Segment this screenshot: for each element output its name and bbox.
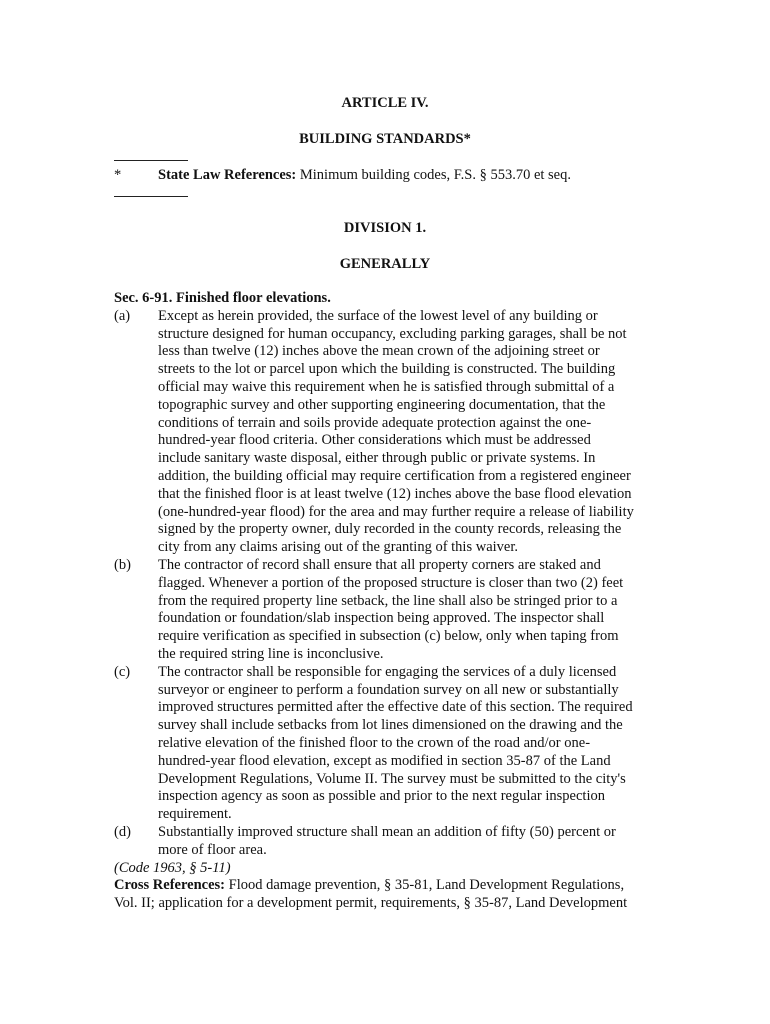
- text-line: signed by the property owner, duly recorded in the county records, releasing the: [158, 521, 622, 538]
- footnote-body: Minimum building codes, F.S. § 553.70 et seq.: [296, 167, 571, 183]
- subsection-text: [158, 824, 658, 860]
- cross-references: [114, 877, 674, 913]
- cross-references-text: Flood damage prevention, § 35-81, Land Development Regulations,: [225, 877, 625, 894]
- subsection-label: (b): [114, 556, 131, 573]
- text-line: flagged. Whenever a portion of the proposed structure is closer than two (2) feet: [158, 574, 624, 591]
- text-line: official may waive this requirement when he is satisfied through submittal of a: [158, 378, 615, 395]
- text-line: include sanitary waste disposal, either through public or private systems. In: [158, 450, 596, 467]
- text-line: requirement.: [158, 806, 232, 823]
- cross-references-line: Vol. II; application for a development permit, requirements, § 35-87, Land Development: [114, 895, 628, 912]
- subsection-c: [114, 664, 674, 824]
- cross-references-line: [114, 877, 674, 895]
- text-line: relative elevation of the finished floor to the crown of the road and/or one-: [158, 734, 591, 751]
- text-line: Except as herein provided, the surface of the lowest level of any building or: [158, 307, 598, 324]
- subsection-b: [114, 557, 674, 664]
- text-line: require verification as specified in subsection (c) below, only when taping from: [158, 628, 619, 645]
- text-line: conditions of terrain and soils provide adequate protection against the one-: [158, 414, 592, 431]
- text-line: from the required property line setback, the line shall also be stringed prior to a: [158, 592, 618, 609]
- division-title: DIVISION 1.: [343, 220, 427, 236]
- footnote-rule-bottom: [114, 196, 188, 197]
- article-subtitle: BUILDING STANDARDS*: [299, 131, 471, 147]
- article-title: ARTICLE IV.: [341, 95, 429, 111]
- division-subtitle: GENERALLY: [339, 256, 431, 272]
- subsection-d: [114, 824, 674, 860]
- text-line: foundation or foundation/slab inspection being approved. The inspector shall: [158, 610, 605, 627]
- subsection-text: [158, 308, 658, 557]
- subsection-label: (d): [114, 823, 131, 840]
- text-line: inspection agency as soon as possible and prior to the next regular inspection: [158, 788, 605, 805]
- text-line: that the finished floor is at least twelve (12) inches above the base flood elevation: [158, 485, 632, 502]
- subsection-text: [158, 557, 658, 664]
- text-line: hundred-year flood criteria. Other considerations which must be addressed: [158, 432, 591, 449]
- text-line: The contractor of record shall ensure that all property corners are staked and: [158, 556, 601, 573]
- footnote-rule-top: [114, 160, 188, 161]
- footnote-label: State Law References:: [158, 167, 297, 183]
- text-line: Substantially improved structure shall mean an addition of fifty (50) percent or: [158, 823, 616, 840]
- text-line: improved structures permitted after the effective date of this section. The required: [158, 699, 633, 716]
- text-line: more of floor area.: [158, 841, 267, 858]
- footnote-mark: *: [114, 167, 122, 183]
- footnote-text: [158, 166, 718, 184]
- text-line: topographic survey and other supporting engineering documentation, that the: [158, 396, 606, 413]
- section-history-note: (Code 1963, § 5-11): [114, 859, 231, 876]
- section-6-91: [114, 290, 674, 913]
- subsection-a: [114, 308, 674, 557]
- text-line: surveyor or engineer to perform a foundation survey on all new or substantially: [158, 681, 619, 698]
- text-line: streets to the lot or parcel upon which the building is constructed. The building: [158, 361, 616, 378]
- text-line: Development Regulations, Volume II. The survey must be submitted to the city's: [158, 770, 626, 787]
- text-line: city from any claims arising out of the granting of this waiver.: [158, 539, 519, 556]
- section-heading: Sec. 6-91. Finished floor elevations.: [114, 290, 331, 306]
- subsection-label: (a): [114, 307, 131, 324]
- text-line: The contractor shall be responsible for engaging the services of a duly licensed: [158, 663, 617, 680]
- text-line: addition, the building official may require certification from a registered engineer: [158, 467, 631, 484]
- text-line: structure designed for human occupancy, excluding parking garages, shall be not: [158, 325, 627, 342]
- text-line: less than twelve (12) inches above the mean crown of the adjoining street or: [158, 343, 600, 360]
- cross-references-label: Cross References:: [114, 877, 225, 894]
- text-line: hundred-year flood elevation, except as modified in section 35-87 of the Land: [158, 752, 611, 769]
- text-line: survey shall include setbacks from lot lines dimensioned on the drawing and the: [158, 717, 623, 734]
- text-line: the required string line is inconclusive.: [158, 645, 384, 662]
- text-line: (one-hundred-year flood) for the area and may further require a release of liability: [158, 503, 634, 520]
- subsection-text: [158, 664, 658, 824]
- subsection-label: (c): [114, 663, 131, 680]
